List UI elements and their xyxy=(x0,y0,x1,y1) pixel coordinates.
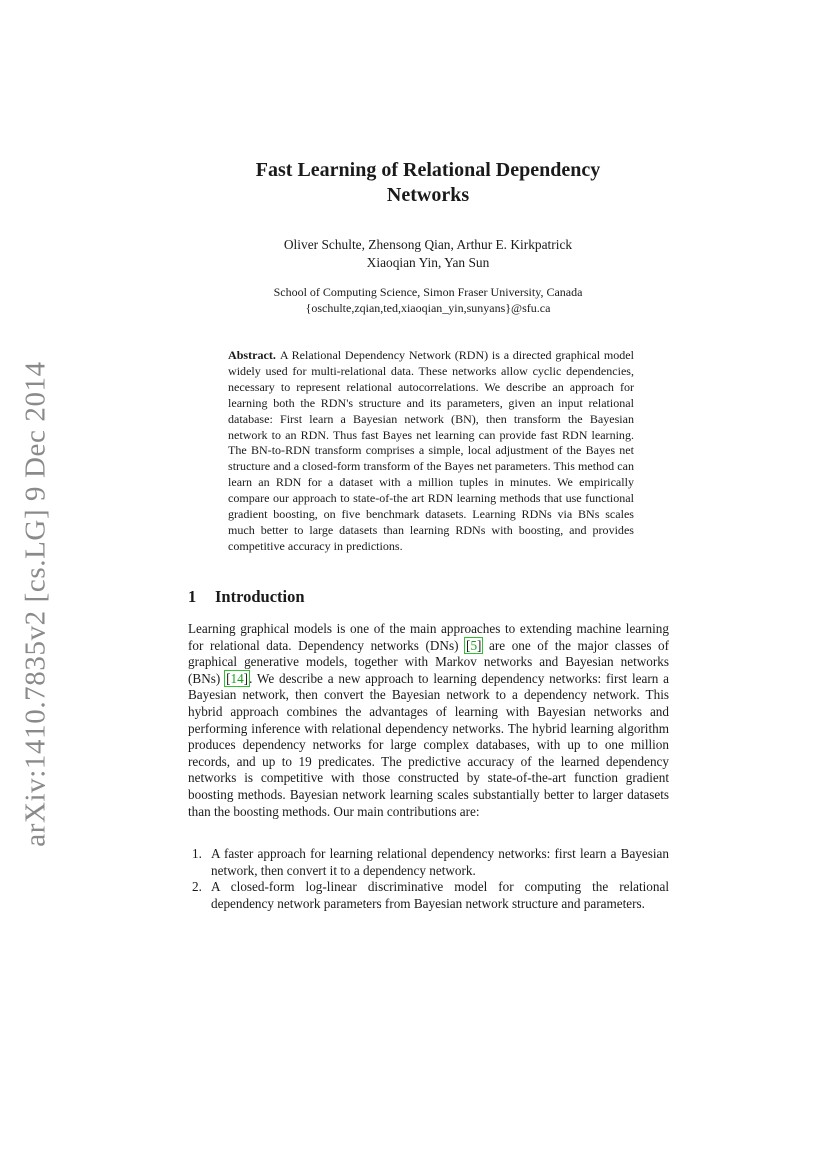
citation-number: 5 xyxy=(470,637,478,653)
intro-text-2: are one of the major classes of graphical generative models, together with Markov networks and Bayesian networks (BNs) xyxy=(188,637,670,686)
citation-link[interactable]: [14] xyxy=(226,670,249,686)
author-list xyxy=(188,236,668,272)
list-item-number: 1. xyxy=(192,846,202,861)
affiliation-block xyxy=(188,284,668,316)
arxiv-watermark xyxy=(16,361,56,847)
intro-text-3: . We describe a new approach to learning dependency networks: first learn a Bayesian network, then convert the Bayesian network to a dependency network. This hybrid approach combines the advantages of learning with Bayesian networks and performing inference with relational dependency networks. The hybrid learning algorithm produces dependency networks for large complex databases, with up to one million records, and up to 19 predicates. The predictive accuracy of the learned dependency networks is competitive with those constructed by state-of-the-art function gradient boosting methods. Bayesian network learning scales substantially better to larger datasets than the boosting methods. Our main contributions are: xyxy=(188,670,669,819)
list-item xyxy=(188,846,669,879)
list-item-number: 2. xyxy=(192,879,202,895)
paper-title xyxy=(188,158,668,208)
abstract xyxy=(228,348,634,555)
citation-link[interactable]: [5] xyxy=(466,637,482,653)
section-heading xyxy=(188,587,305,607)
list-item-text: A closed-form log-linear discriminative model for computing the relational dependency network parameters from Bayesian network structure and parameters. xyxy=(211,879,669,911)
list-item-text: A faster approach for learning relational dependency networks: first learn a Bayesian network, then convert it to a dependency network. xyxy=(211,846,669,878)
contributions-list xyxy=(188,846,669,912)
intro-paragraph xyxy=(188,621,669,820)
section-title: Introduction xyxy=(215,587,305,606)
abstract-label: Abstract. xyxy=(228,348,276,362)
abstract-text: A Relational Dependency Network (RDN) is a directed graphical model widely used for multi-relational data. These networks allow cyclic dependencies, necessary to represent relational autocorrelations. We describe an approach for learning both the RDN's structure and its parameters, given an input relational database: First learn a Bayesian network (BN), then transform the Bayesian network to an RDN. Thus fast Bayes net learning can provide fast RDN learning. The BN-to-RDN transform comprises a simple, local adjustment of the Bayes net structure and a closed-form transform of the Bayes net parameters. This method can learn an RDN for a dataset with a million tuples in minutes. We empirically compare our approach to state-of-the art RDN learning methods that use functional gradient boosting, on five benchmark datasets. Learning RDNs via BNs scales much better to large datasets than learning RDNs with boosting, and provides competitive accuracy in predictions. xyxy=(228,348,634,553)
authors-line-2: Xiaoqian Yin, Yan Sun xyxy=(366,255,490,270)
title-line-1: Fast Learning of Relational Dependency xyxy=(255,159,601,181)
authors-line-1: Oliver Schulte, Zhensong Qian, Arthur E. Kirkpatrick xyxy=(283,237,573,252)
list-item xyxy=(188,879,669,912)
arxiv-watermark-text: arXiv:1410.7835v2 [cs.LG] 9 Dec 2014 xyxy=(19,361,52,847)
title-line-2: Networks xyxy=(386,184,470,206)
intro-text-1: Learning graphical models is one of the main approaches to extending machine learning for relational data. Dependency networks (DNs) xyxy=(188,621,669,653)
citation-number: 14 xyxy=(230,670,244,686)
section-number: 1 xyxy=(188,587,197,606)
affiliation: School of Computing Science, Simon Fraser University, Canada xyxy=(273,285,583,299)
author-emails: {oschulte,zqian,ted,xiaoqian_yin,sunyans}@sfu.ca xyxy=(305,301,551,315)
